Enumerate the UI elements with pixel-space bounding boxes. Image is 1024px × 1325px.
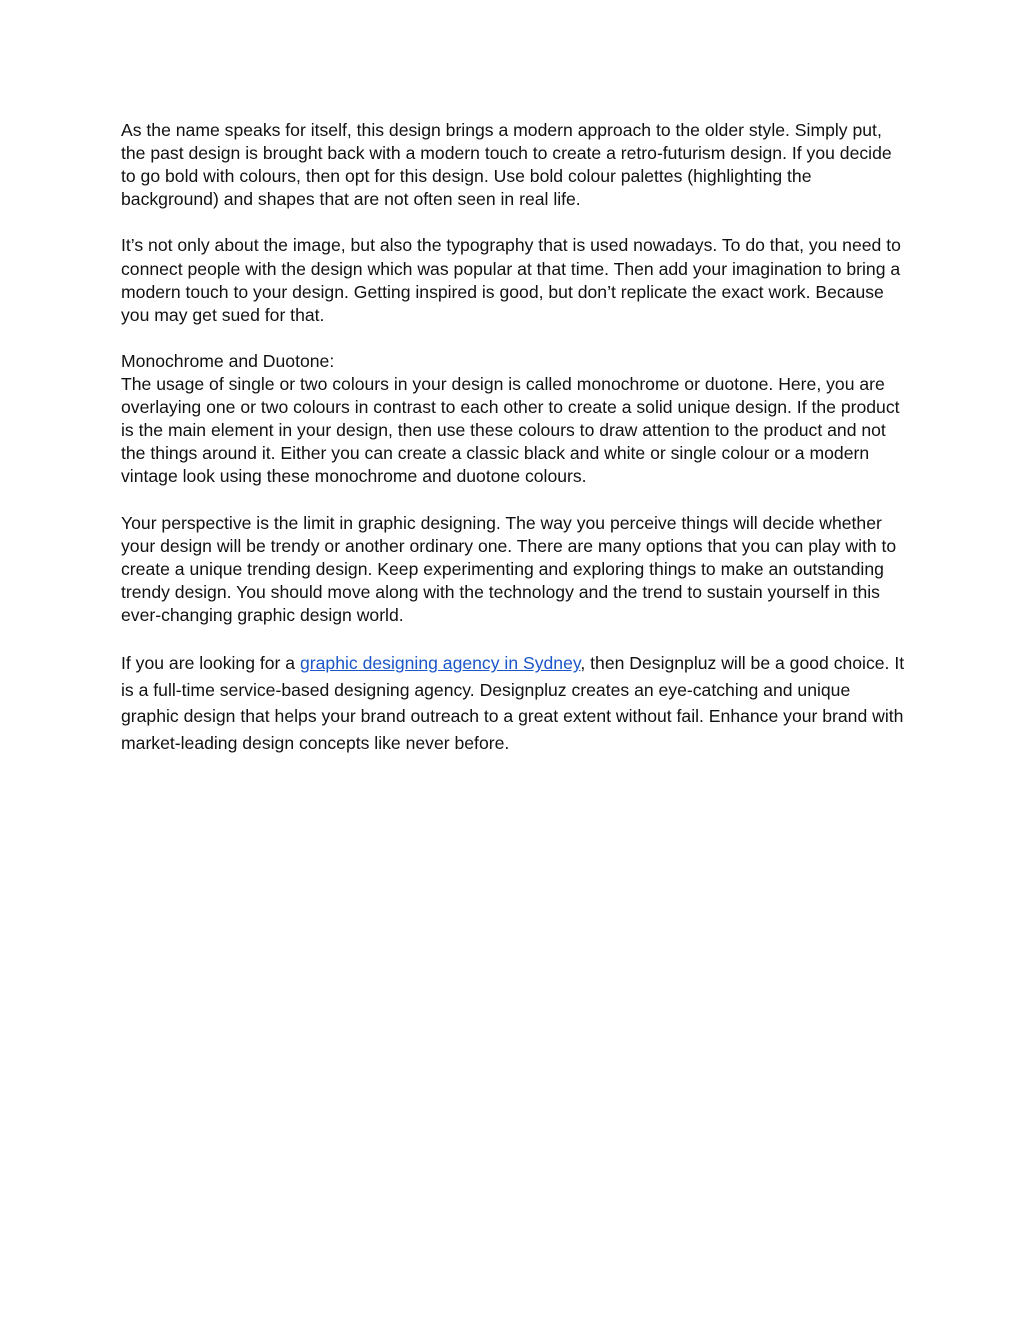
document-page bbox=[121, 119, 911, 779]
closing-text-before-link: If you are looking for a bbox=[121, 653, 300, 674]
section-heading-monochrome: Monochrome and Duotone: bbox=[121, 350, 335, 371]
paragraph-typography: It’s not only about the image, but also the typography that is used nowadays. To do that, you need to connect people with the design which was popular at that time. Then add your imagination to bring a modern touch to your design. Getting inspired is good, but don’t replicate the exact work. Because you may get sued for that. bbox=[121, 235, 901, 325]
paragraph-retro-futurism: As the name speaks for itself, this design brings a modern approach to the older style. Simply put, the past design is brought back with a modern touch to create a retro-futurism design. If you decide to go bold with colours, then opt for this design. Use bold colour palettes (highlighting the background) and shapes that are not often seen in real life. bbox=[121, 120, 892, 210]
paragraph-perspective: Your perspective is the limit in graphic designing. The way you perceive things will decide whether your design will be trendy or another ordinary one. There are many options that you can play with to create a unique trending design. Keep experimenting and exploring things to make an outstanding trendy design. You should move along with the technology and the trend to sustain yourself in this ever-changing graphic design world. bbox=[121, 512, 897, 625]
closing-text-after-link: , then Designpluz will be a good choice. It is a full-time service-based designing agency. Designpluz creates an eye-catching and unique graphic design that helps your brand outreach to a great extent without fail. Enhance your brand with market-leading design concepts like never before. bbox=[121, 653, 905, 753]
paragraph-closing bbox=[121, 650, 911, 756]
paragraph-monochrome: The usage of single or two colours in your design is called monochrome or duotone. Here, you are overlaying one or two colours in contrast to each other to create a solid unique design. If the product is the main element in your design, then use these colours to draw attention to the product and not the things around it. Either you can create a classic black and white or single colour or a modern vintage look using these monochrome and duotone colours. bbox=[121, 374, 900, 487]
agency-link[interactable]: graphic designing agency in Sydney bbox=[299, 653, 581, 674]
